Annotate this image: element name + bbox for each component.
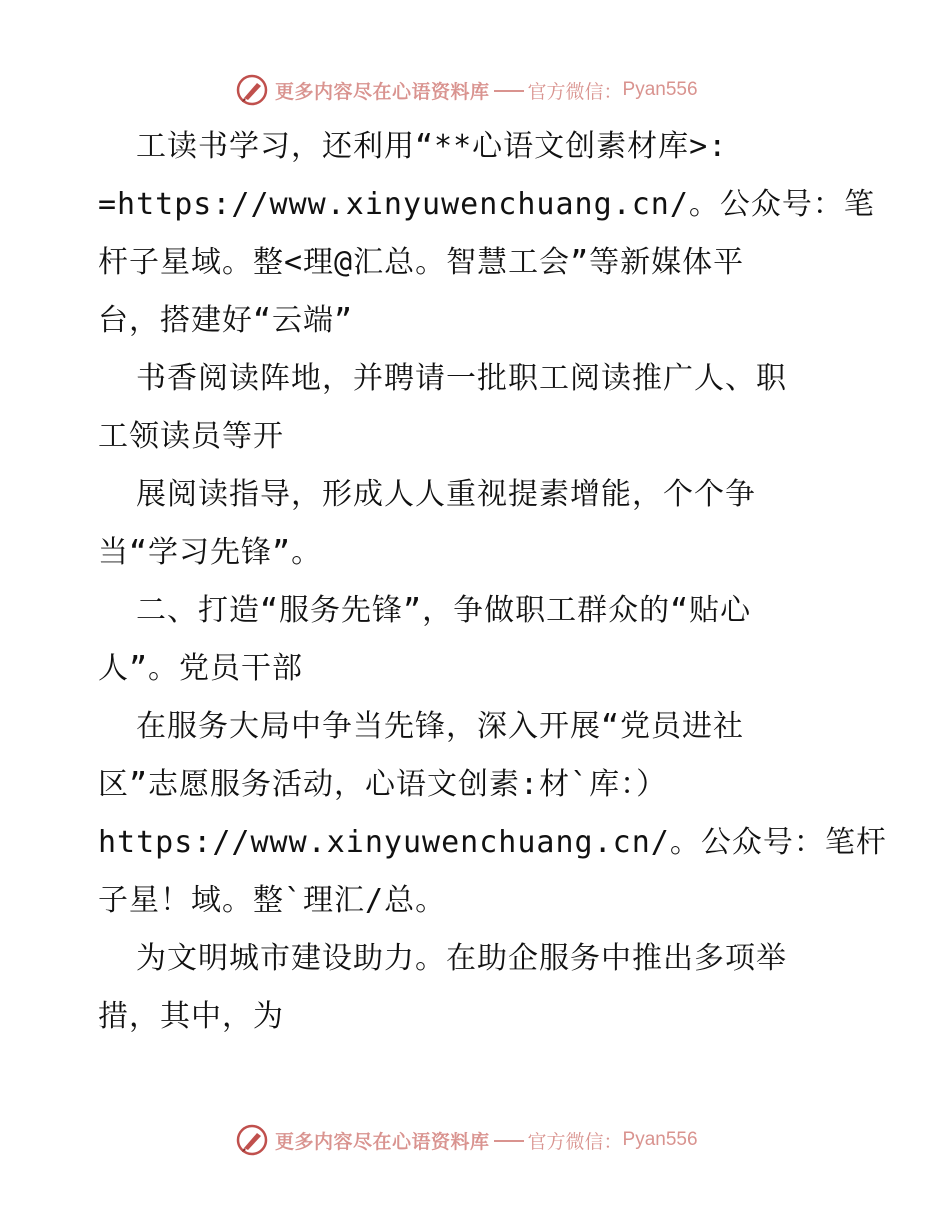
text-line: 杆子星域。整<理@汇总。智慧工会”等新媒体平 (98, 245, 745, 280)
text-line: 书香阅读阵地，并聘请一批职工阅读推广人、职 (136, 361, 787, 396)
text-line: 为文明城市建设助力。在助企服务中推出多项举 (136, 941, 787, 976)
wechat-id: Pyan556 (622, 79, 698, 100)
banner-text: 更多内容尽在心语资料库 (275, 1130, 490, 1153)
text-line: https://www.xinyuwenchuang.cn/。公众号：笔杆 (98, 825, 887, 860)
text-line: 台，搭建好“云端” (98, 303, 354, 338)
text-line: 展阅读指导，形成人人重视提素增能，个个争 (136, 477, 756, 512)
text-line: 子星！域。整`理汇/总。 (98, 883, 447, 918)
document-body (98, 118, 887, 1046)
text-line: 在服务大局中争当先锋，深入开展“党员进社 (136, 709, 745, 744)
text-line: =https://www.xinyuwenchuang.cn/。公众号：笔 (98, 187, 875, 222)
wechat-id: Pyan556 (622, 1129, 698, 1150)
text-line: 工领读员等开 (98, 419, 284, 454)
wechat-label: 官方微信： (527, 80, 623, 103)
text-line: 措，其中，为 (98, 999, 284, 1034)
banner-dash (494, 90, 524, 92)
footer-watermark (235, 1122, 698, 1158)
quill-pen-seal-icon (235, 73, 269, 107)
text-line: 二、打造“服务先锋”，争做职工群众的“贴心 (136, 593, 752, 628)
text-line: 区”志愿服务活动，心语文创素:材`库：） (98, 767, 668, 802)
text-line: 工读书学习，还利用“**心语文创素材库>: (136, 129, 728, 164)
header-watermark (235, 72, 698, 108)
text-line: 当“学习先锋”。 (98, 535, 323, 570)
quill-pen-seal-icon (235, 1123, 269, 1157)
banner-text: 更多内容尽在心语资料库 (275, 80, 490, 103)
text-line: 人”。党员干部 (98, 651, 304, 686)
wechat-label: 官方微信： (527, 1130, 623, 1153)
banner-dash (494, 1140, 524, 1142)
